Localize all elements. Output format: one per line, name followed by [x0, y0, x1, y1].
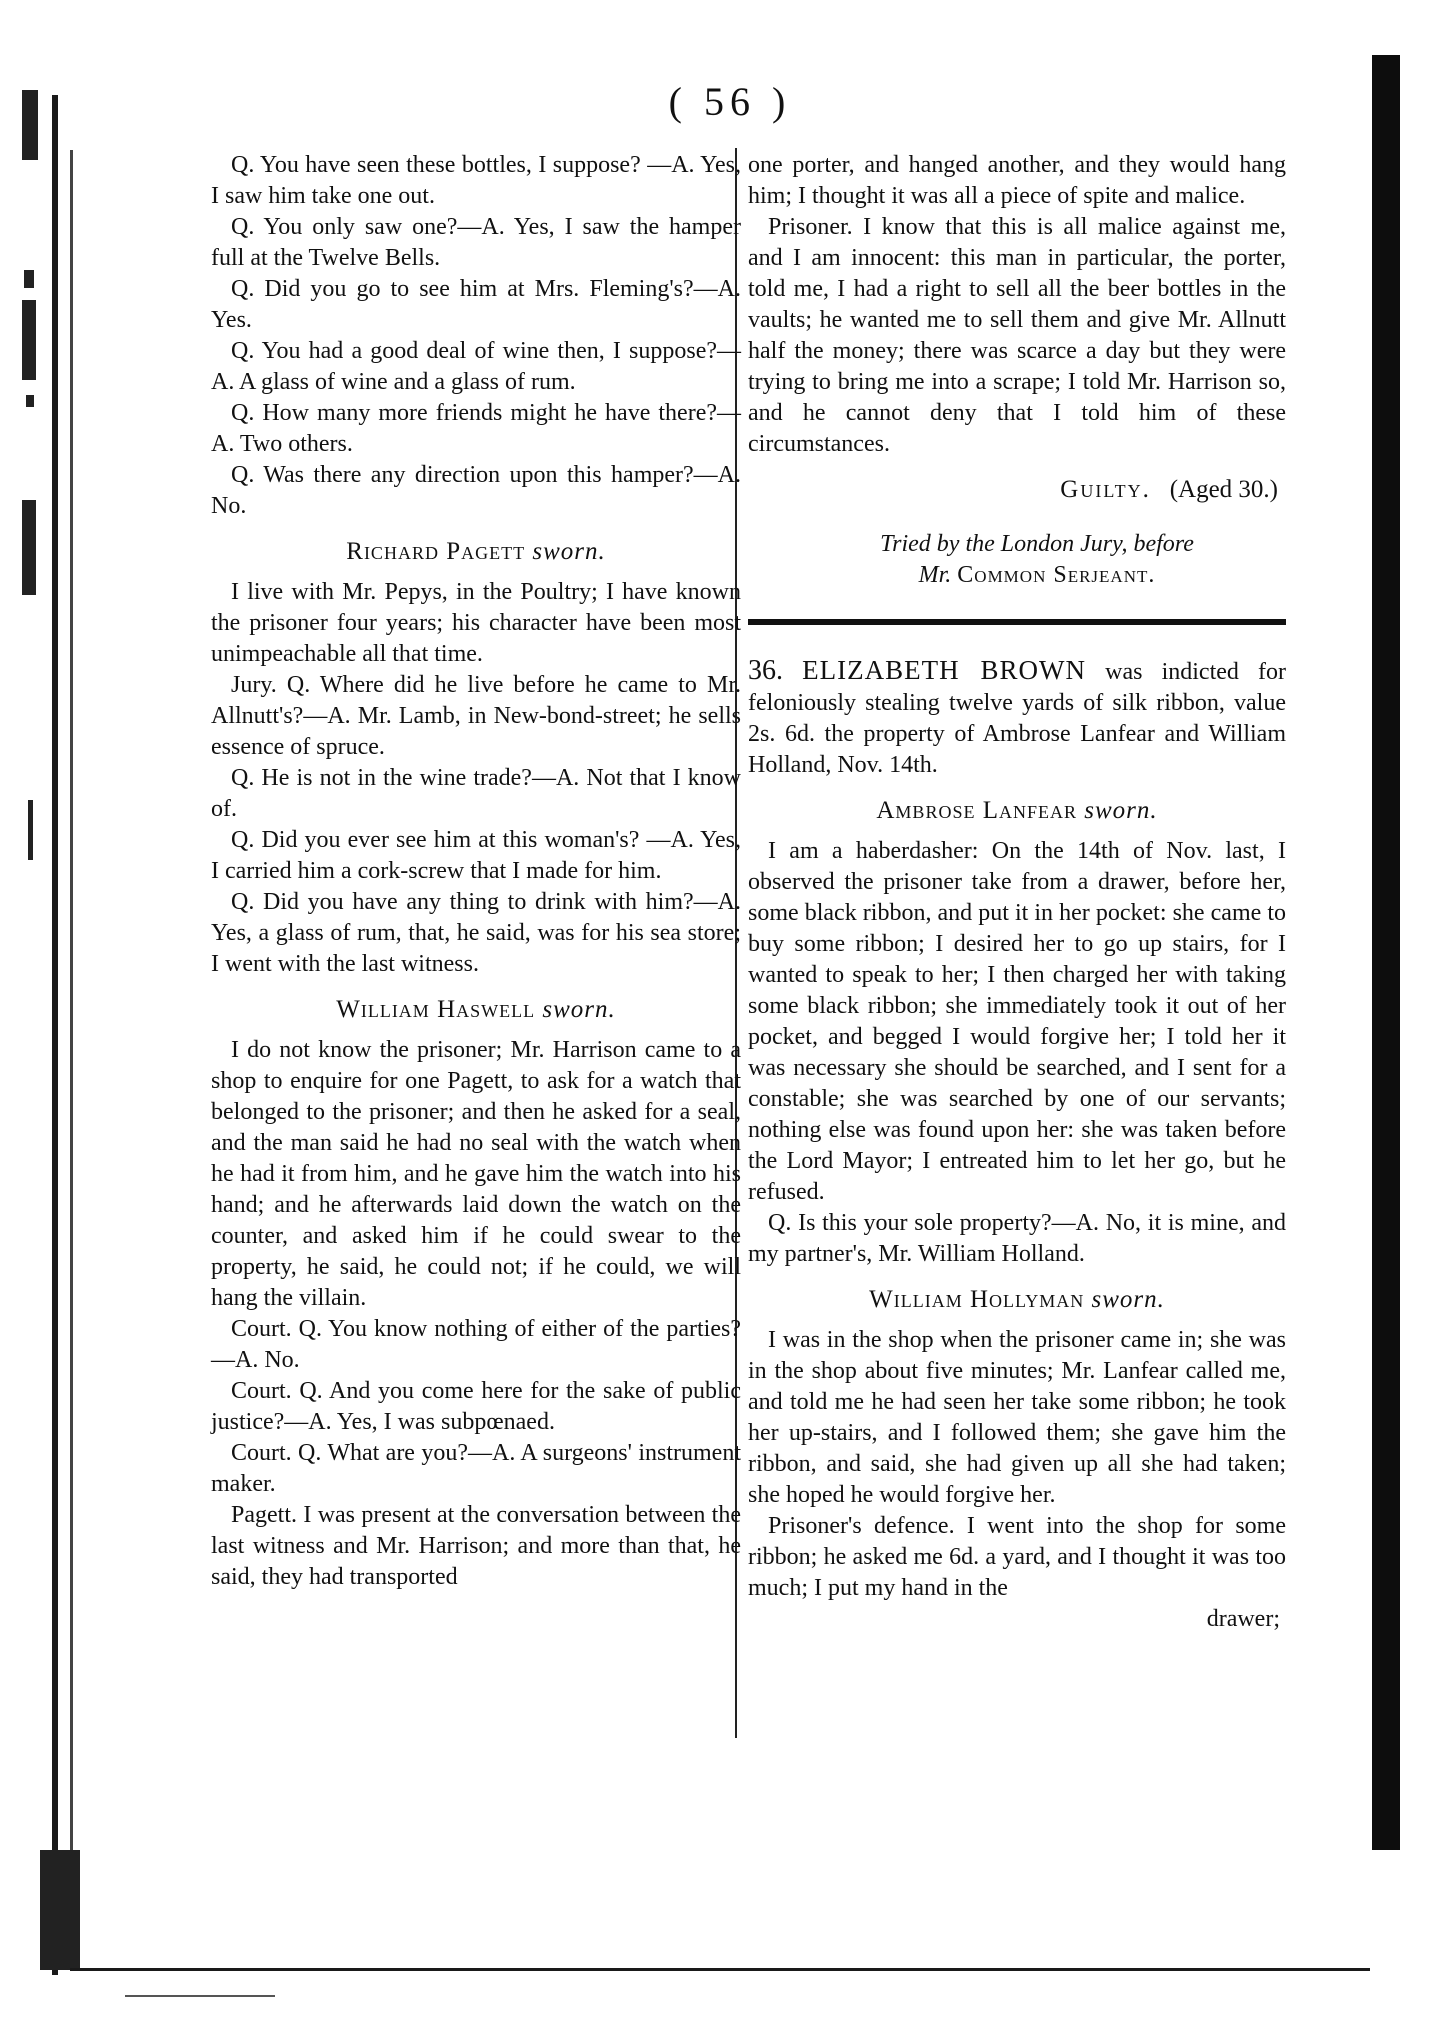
witness-heading	[748, 795, 1286, 826]
sworn-label: sworn.	[542, 996, 616, 1023]
paragraph: Pagett. I was present at the conversation between the last witness and Mr. Harrison; and more than that, he said, they had transported	[211, 1502, 741, 1590]
sworn-label: sworn.	[532, 538, 606, 565]
tried-by-line: Tried by the London Jury, before	[880, 531, 1194, 557]
paragraph: Q. Did you ever see him at this woman's? —A. Yes, I carried him a cork-screw that I made for him.	[211, 827, 741, 884]
witness-name: William Hollyman	[869, 1286, 1085, 1313]
scan-edge-right	[1372, 55, 1400, 1850]
left-column	[211, 150, 741, 1593]
scan-edge-bottom	[70, 1968, 1370, 1971]
tried-mr: Mr.	[918, 562, 952, 588]
paragraph: I am a haberdasher: On the 14th of Nov. last, I observed the prisoner take from a drawer, before her, some black ribbon, and put it in her pocket: she came to buy some ribbon; I desired her to go up stairs, for I wanted to speak to her; I then charged her with taking some black ribbon; she immediately took it out of her pocket, and begged I would forgive her; I told her it was necessary she should be searched, and I sent for a constable; she was searched by one of our servants; nothing else was found upon her: she was taken before the Lord Mayor; I entreated him to let her go, but he refused.	[748, 838, 1286, 1205]
right-column	[748, 150, 1286, 1635]
witness-name: Ambrose Lanfear	[876, 797, 1077, 824]
scan-mark	[22, 300, 36, 380]
paragraph: Court. Q. And you come here for the sake of public justice?—A. Yes, I was subpœnaed.	[211, 1378, 741, 1435]
paragraph: Q. Is this your sole property?—A. No, it is mine, and my partner's, Mr. William Holland.	[748, 1210, 1286, 1267]
scan-mark	[24, 270, 34, 288]
verdict-age: (Aged 30.)	[1169, 476, 1278, 503]
paragraph: I do not know the prisoner; Mr. Harrison came to a shop to enquire for one Pagett, to ask for a watch that belonged to the prisoner; and then he asked for a seal, and the man said he had no seal with the watch when he had it from him, and he gave him the watch into his hand; and he afterwards laid down the watch on the counter, and asked him if he could swear to the property, he said, he could not; if he could, we will hang the villain.	[211, 1037, 741, 1311]
section-rule	[748, 619, 1286, 625]
scan-edge-bottom-mark	[125, 1995, 275, 1997]
verdict	[748, 474, 1278, 505]
paragraph: Jury. Q. Where did he live before he came to Mr. Allnutt's?—A. Mr. Lamb, in New-bond-street; he sells essence of spruce.	[211, 672, 741, 760]
witness-heading	[748, 1284, 1286, 1315]
defendant-name: ELIZABETH BROWN	[802, 655, 1086, 685]
scan-edge-left-inner	[70, 150, 73, 1970]
paragraph: Q. Was there any direction upon this hamper?—A. No.	[211, 462, 741, 519]
tried-by-judge	[748, 560, 1286, 591]
paragraph: Q. Did you have any thing to drink with him?—A. Yes, a glass of rum, that, he said, was for his sea store; I went with the last witness.	[211, 889, 741, 977]
paragraph: Q. You only saw one?—A. Yes, I saw the hamper full at the Twelve Bells.	[211, 214, 741, 271]
paragraph: Court. Q. You know nothing of either of the parties?—A. No.	[211, 1316, 741, 1373]
sworn-label: sworn.	[1091, 1286, 1165, 1313]
sworn-label: sworn.	[1084, 797, 1158, 824]
witness-heading	[211, 994, 741, 1025]
witness-name: Richard Pagett	[346, 538, 526, 565]
paragraph: I was in the shop when the prisoner came in; she was in the shop about five minutes; Mr. Lanfear called me, and told me he had seen her take some ribbon; he took her up-stairs, and I followed them; she gave him the ribbon, and said, she had given up all she had taken; she hoped he would forgive her.	[748, 1327, 1286, 1508]
paragraph: Q. You have seen these bottles, I suppose? —A. Yes, I saw him take one out.	[211, 152, 741, 209]
scan-mark	[40, 1850, 80, 1970]
paragraph: Q. How many more friends might he have there?—A. Two others.	[211, 400, 741, 457]
tried-judge-title: Common Serjeant.	[957, 562, 1156, 588]
paragraph: Prisoner. I know that this is all malice against me, and I am innocent: this man in particular, the porter, told me, I had a right to sell all the beer bottles in the vaults; he wanted me to sell them and give Mr. Allnutt half the money; there was scarce a day but they were trying to bring me into a scrape; I told Mr. Harrison so, and he cannot deny that I told him of these circumstances.	[748, 214, 1286, 457]
scan-mark	[28, 800, 33, 860]
scan-mark	[26, 395, 34, 407]
scan-mark	[22, 90, 38, 160]
witness-heading	[211, 536, 741, 567]
paragraph: Court. Q. What are you?—A. A surgeons' instrument maker.	[211, 1440, 741, 1497]
case-number: 36.	[748, 655, 783, 686]
case-heading	[748, 655, 1286, 781]
paragraph: Q. He is not in the wine trade?—A. Not that I know of.	[211, 765, 741, 822]
paragraph: one porter, and hanged another, and they would hang him; I thought it was all a piece of spite and malice.	[748, 152, 1286, 209]
page-number: ( 56 )	[668, 79, 792, 124]
scan-mark	[22, 500, 36, 595]
witness-name: William Haswell	[336, 996, 536, 1023]
indictment-text: was indicted for feloniously stealing twelve yards of silk ribbon, value 2s. 6d. the property of Ambrose Lanfear and William Holland, Nov. 14th.	[748, 659, 1287, 778]
paragraph: Q. You had a good deal of wine then, I suppose?—A. A glass of wine and a glass of rum.	[211, 338, 741, 395]
paragraph: Prisoner's defence. I went into the shop for some ribbon; he asked me 6d. a yard, and I thought it was too much; I put my hand in the	[748, 1513, 1286, 1601]
verdict-guilty: Guilty.	[1060, 476, 1151, 503]
paragraph: Q. Did you go to see him at Mrs. Fleming's?—A. Yes.	[211, 276, 741, 333]
paragraph: I live with Mr. Pepys, in the Poultry; I have known the prisoner four years; his character have been most unimpeachable all that time.	[211, 579, 741, 667]
catchword: drawer;	[1206, 1606, 1280, 1632]
scan-edge-left	[52, 95, 58, 1975]
